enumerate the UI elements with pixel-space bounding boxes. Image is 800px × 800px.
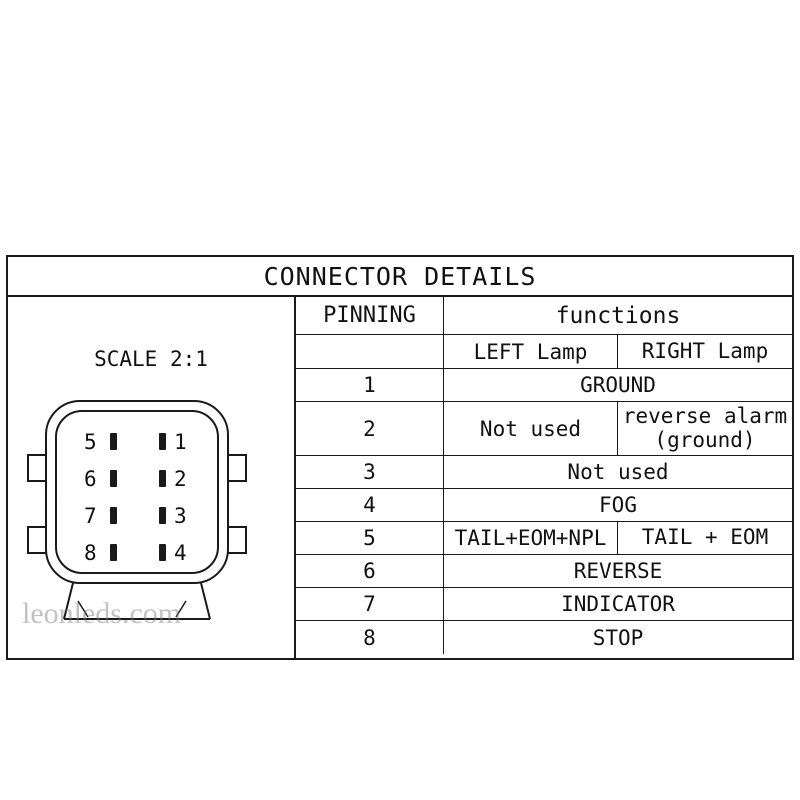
connector-details-table (6, 255, 794, 660)
table-row (296, 522, 792, 555)
function-cell-right-line1: reverse alarm (622, 403, 788, 428)
pin-cell: 3 (296, 456, 444, 488)
scale-label: SCALE 2:1 (94, 347, 208, 371)
table-row (296, 555, 792, 588)
pin-cell: 6 (296, 555, 444, 587)
table-row (296, 402, 792, 456)
pin-number-3: 3 (174, 504, 187, 528)
pin-number-6: 6 (84, 467, 97, 491)
function-cell: INDICATOR (561, 592, 675, 616)
grid-subheader-row (296, 335, 792, 369)
table-row (296, 588, 792, 621)
function-cell-right-line2: (ground) (654, 427, 756, 452)
function-cell-left: TAIL+EOM+NPL (444, 522, 618, 554)
pin-number-5: 5 (84, 430, 97, 454)
function-cell: Not used (567, 460, 669, 484)
function-cell-right: TAIL + EOM (641, 525, 769, 550)
pin-number-2: 2 (174, 467, 187, 491)
table-title-row (8, 257, 792, 297)
function-cell-right (618, 402, 792, 455)
header-pinning: PINNING (296, 297, 444, 334)
pin-number-7: 7 (84, 504, 97, 528)
grid-header-row (296, 297, 792, 335)
pin-cell: 4 (296, 489, 444, 521)
pin-function-grid (296, 297, 792, 658)
header-right-lamp: RIGHT Lamp (641, 338, 769, 363)
pin-number-1: 1 (174, 430, 187, 454)
table-body (8, 297, 792, 658)
page-title: CONNECTOR DETAILS (263, 261, 537, 291)
pin-cell: 1 (296, 369, 444, 401)
function-cell-left: Not used (444, 402, 618, 455)
table-row (296, 489, 792, 522)
pin-cell: 5 (296, 522, 444, 554)
function-cell: FOG (599, 493, 637, 517)
watermark: leonleds.com (22, 597, 182, 630)
connector-drawing-cell (8, 297, 296, 658)
function-cell: GROUND (580, 373, 656, 397)
function-cell: REVERSE (573, 559, 663, 583)
header-left-lamp: LEFT Lamp (444, 335, 618, 368)
pin-cell: 7 (296, 588, 444, 620)
pin-number-4: 4 (174, 541, 187, 565)
table-row (296, 621, 792, 654)
subheader-pin-blank (296, 335, 444, 368)
table-row (296, 369, 792, 402)
pin-number-8: 8 (84, 541, 97, 565)
table-row (296, 456, 792, 489)
header-functions: functions (555, 302, 681, 329)
function-cell: STOP (592, 625, 644, 650)
pin-cell: 2 (296, 402, 444, 455)
pin-cell: 8 (296, 621, 444, 654)
